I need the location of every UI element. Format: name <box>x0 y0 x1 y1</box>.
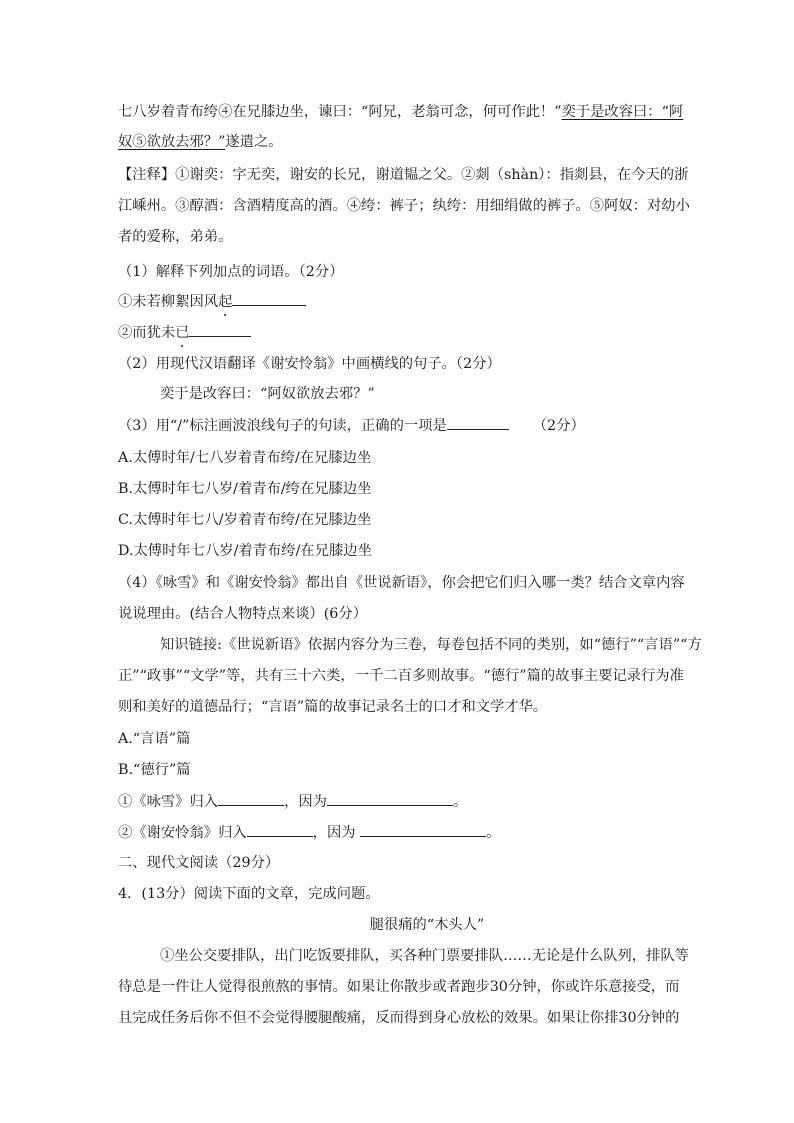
passage-underlined-text-cont: 奴⑤欲放去邪？” <box>118 134 226 150</box>
passage-wavy-text: 七八岁着青布绔④在兄膝边坐，谏曰：“阿兄，老翁可念，何可作此！” <box>118 104 562 120</box>
question-4-stem-1: （4）《咏雪》和《谢安怜翁》都出自《世说新语》，你会把它们归入哪一类？结合文章内容 <box>118 575 685 591</box>
fill-text: ，因为 <box>284 794 327 810</box>
question-4-main: 4．(13分）阅读下面的文章，完成问题。 <box>118 886 380 902</box>
fill-text: 。 <box>452 794 468 810</box>
dotted-word: 起 <box>218 294 233 310</box>
question-1-stem: （1）解释下列加点的词语。（2分） <box>118 264 344 280</box>
fill-line-2 <box>118 822 678 843</box>
item-text: ①未若柳絮因风 <box>118 294 219 310</box>
section-heading: 二、现代文阅读（29分） <box>118 855 280 871</box>
article-para-1-line-3: 且完成任务后你不但不会觉得腰腿酸痛，反而得到身心放松的效果。如果让你排30分钟的 <box>118 1010 680 1026</box>
option-b: B.太傅时年七八岁/着青布/绔在兄膝边坐 <box>118 481 372 497</box>
question-1-item-1 <box>118 291 678 312</box>
knowledge-link-2: 正”“政事”“文学”等，共有三十六类，一千二百多则故事。“德行”篇的故事主要记录行为准 <box>118 668 684 684</box>
answer-blank[interactable] <box>189 322 251 337</box>
option-c: C.太傅时年七八/岁着青布绔/在兄膝边坐 <box>118 512 372 528</box>
fill-text: ，因为 <box>312 825 361 841</box>
question-2-sentence: 奕于是改容曰：“阿奴欲放去邪？” <box>160 386 375 402</box>
question-1-item-2 <box>118 322 678 343</box>
fill-text: 。 <box>486 825 501 841</box>
passage-line-1 <box>118 102 684 122</box>
answer-blank[interactable] <box>447 415 509 430</box>
category-option-b: B.“德行”篇 <box>118 762 191 778</box>
knowledge-link-3: 则和美好的道德品行；“言语”篇的故事记录名士的口才和文学才华。 <box>118 699 548 715</box>
article-para-1-line-2: 待总是一件让人觉得很煎熬的事情。如果让你散步或者跑步30分钟，你或许乐意接受，而 <box>118 979 680 995</box>
passage-underlined-text: 奕于是改容曰：“阿 <box>561 104 684 120</box>
article-para-1-line-1: ①坐公交要排队，出门吃饭要排队，买各种门票要排队……无论是什么队列，排队等 <box>160 948 689 964</box>
passage-text: 遂遣之。 <box>225 134 283 150</box>
category-option-a: A.“言语”篇 <box>118 731 191 747</box>
question-2-stem: （2）用现代汉语翻译《谢安怜翁》中画横线的句子。（2分） <box>118 356 501 372</box>
notes-line-1: 【注释】①谢奕：字无奕，谢安的长兄，谢道韫之父。②剡（shàn）：指剡县，在今天的浙 <box>118 167 689 183</box>
fill-text: ①《咏雪》归入 <box>118 794 219 810</box>
dotted-word: 已 <box>175 325 190 341</box>
passage-line-2 <box>118 132 678 152</box>
item-text: ②而犹未 <box>118 325 176 341</box>
question-3-stem <box>118 415 678 436</box>
question-4-stem-2: 说说理由。(结合人物特点来谈）(6分） <box>118 606 367 622</box>
answer-blank[interactable] <box>232 291 306 306</box>
notes-line-2: 江嵊州。③醇酒：含酒精度高的酒。④绔：裤子；纨绔：用细绢做的裤子。⑤阿奴：对幼小 <box>118 198 690 214</box>
fill-line-1 <box>118 791 678 812</box>
stem-text: （3）用“/”标注画波浪线句子的句读，正确的一项是 <box>118 418 447 434</box>
article-title: 腿很痛的“木头人” <box>369 917 485 933</box>
option-a: A.太傅时年/七八岁着青布绔/在兄膝边坐 <box>118 450 372 466</box>
answer-blank[interactable] <box>327 791 453 806</box>
answer-blank[interactable] <box>247 822 313 837</box>
fill-text: ②《谢安怜翁》归入 <box>118 825 247 841</box>
answer-blank[interactable] <box>360 822 486 837</box>
notes-line-3: 者的爱称，弟弟。 <box>118 229 233 245</box>
points-text: （2分） <box>532 418 585 434</box>
knowledge-link-1: 知识链接:《世说新语》依据内容分为三卷，每卷包括不同的类别，如“德行”“言语”“方 <box>160 637 702 653</box>
answer-blank[interactable] <box>218 791 284 806</box>
option-d: D.太傅时年七八岁/着青布绔/在兄膝边坐 <box>118 543 372 559</box>
